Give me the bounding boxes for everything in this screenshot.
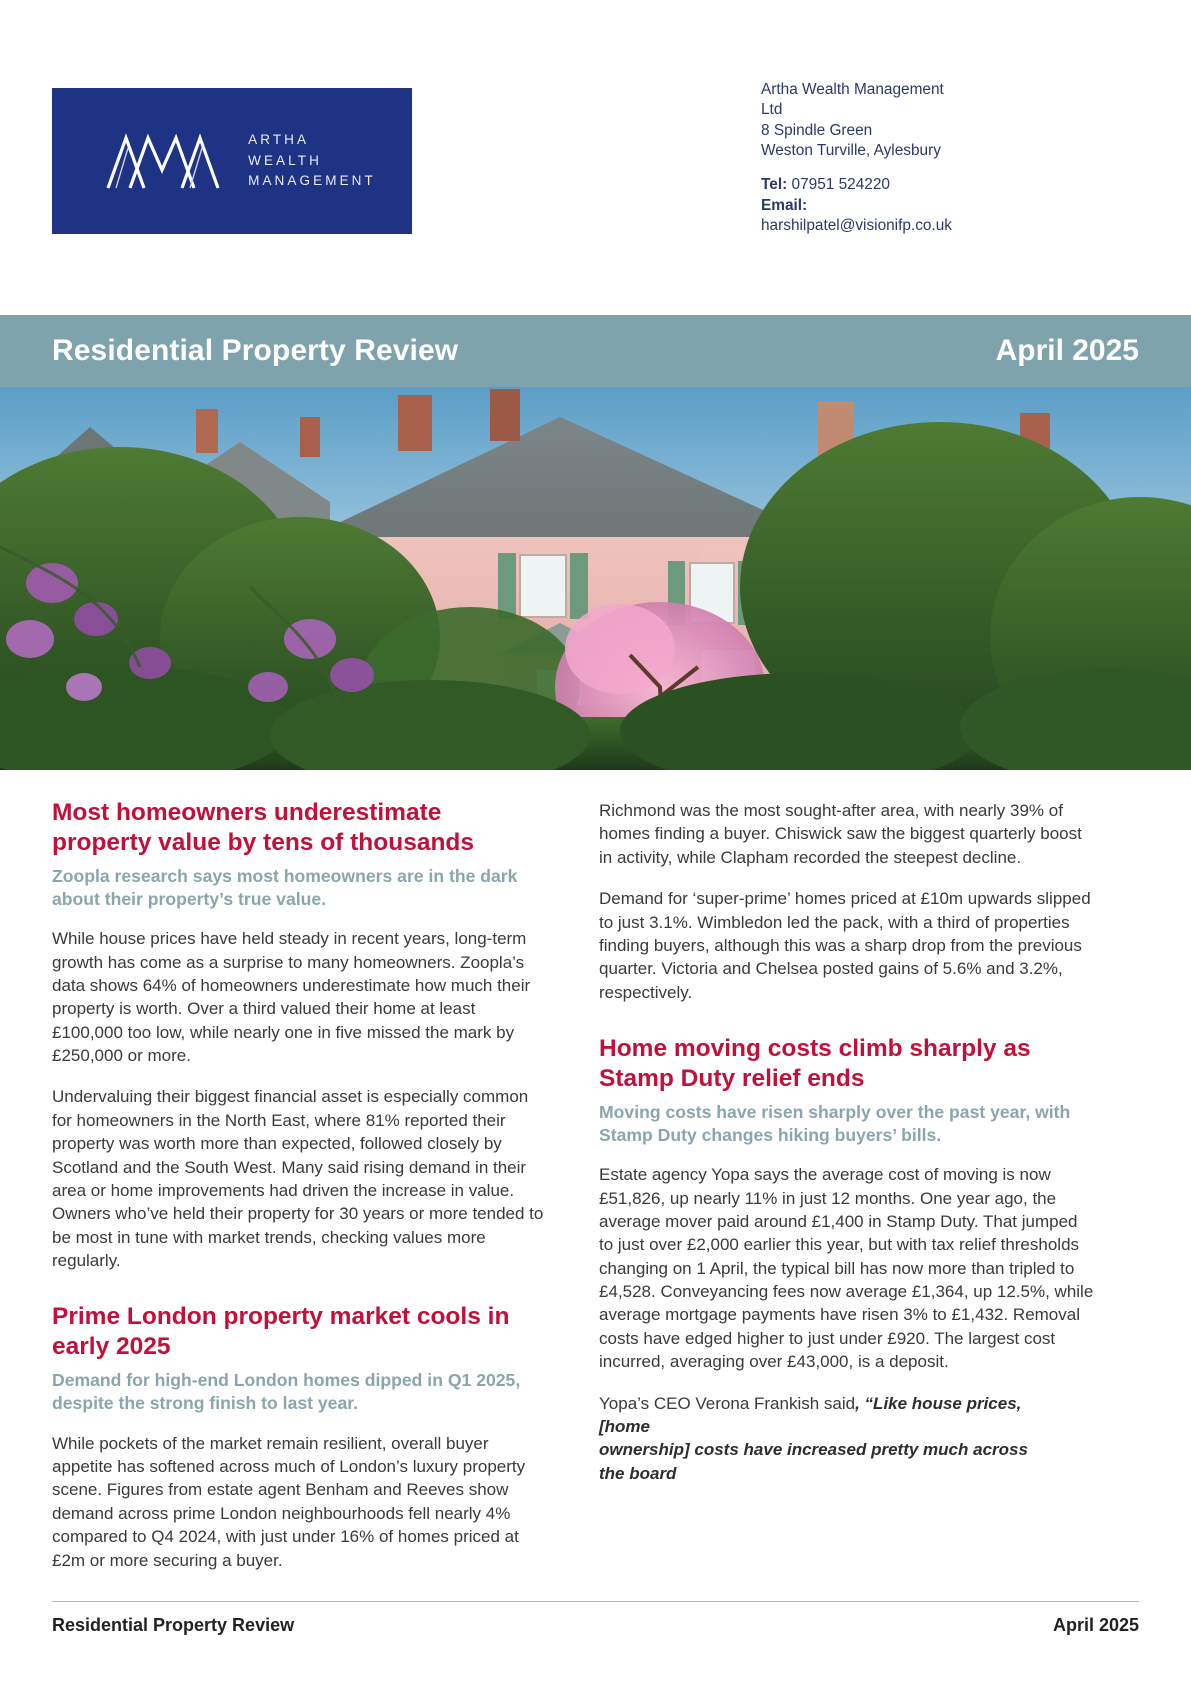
- awm-monogram-icon: [104, 130, 232, 192]
- footer-divider: [52, 1601, 1139, 1602]
- quote-attribution: Yopa’s CEO Verona Frankish said: [599, 1393, 856, 1413]
- article-body: [0, 770, 1191, 1616]
- footer-title: Residential Property Review: [52, 1615, 295, 1635]
- quote-text-line-3: ownership] costs have increased pretty much across: [599, 1440, 1028, 1460]
- article-paragraph: While house prices have held steady in recent years, long-term growth has come as a surprise to many homeowners. Zoopla’s data shows 64% of homeowners underestimate how much their property is worth. Over a third valued their home at least £100,000 too low, while nearly one in five missed the mark by £250,000 or more.: [52, 929, 531, 1066]
- quote-text-line-1: , “Like house prices,: [855, 1393, 1022, 1413]
- logo-line-management: MANAGEMENT: [248, 173, 376, 189]
- page-footer: [52, 1601, 1139, 1636]
- company-name-line1: Artha Wealth Management: [761, 81, 944, 98]
- article-standfirst-underestimate: Zoopla research says most homeowners are in the dark about their property’s true value.: [52, 865, 518, 909]
- title-banner: [0, 315, 1191, 387]
- article-paragraph: Estate agency Yopa says the average cost of moving is now £51,826, up nearly 11% in just 12 months. One year ago, the average mover paid around £1,400 in Stamp Duty. That jumped to just over £2,000 earlier this year, but with tax relief thresholds changing on 1 April, the typical bill has now more than tripled to £4,528. Conveyancing fees now average £1,364, up 12.5%, while average mortgage payments have risen 3% to £1,432. Removal costs have edged higher to just under £920. The largest cost incurred, averaging over £43,000, is a deposit.: [599, 1165, 1094, 1372]
- article-heading-underestimate: Most homeowners underestimate property value by tens of thousands: [52, 799, 475, 856]
- tel-value: 07951 524220: [791, 176, 890, 194]
- company-name-line2: Ltd: [761, 101, 783, 119]
- left-column: [52, 770, 547, 1590]
- article-paragraph: Richmond was the most sought-after area, with nearly 39% of homes finding a buyer. Chiswick saw the biggest quarterly boost in activity, while Clapham recorded the steepest decline.: [599, 801, 1082, 867]
- article-paragraph: Undervaluing their biggest financial asset is especially common for homeowners in the North East, where 81% reported their property was worth more than expected, followed closely by Scotland and the South West. Many said rising demand in their area or home improvements had driven the increase in value. Owners who’ve held their property for 30 years or more tended to be most in tune with market trends, checking values more regularly.: [52, 1087, 544, 1271]
- article-standfirst-moving-costs: Moving costs have risen sharply over the past year, with Stamp Duty changes hiking buyers’ bills.: [599, 1101, 1071, 1145]
- address-line-2: Weston Turville, Aylesbury: [761, 141, 941, 159]
- article-paragraph: While pockets of the market remain resilient, overall buyer appetite has softened across much of London’s luxury property scene. Figures from estate agent Benham and Reeves show demand across prime London neighbourhoods fell nearly 4% compared to Q4 2024, with just under 16% of homes priced at £2m or more securing a buyer.: [52, 1433, 526, 1570]
- hero-photo: [0, 387, 1191, 770]
- logo-line-wealth: WEALTH: [248, 152, 322, 168]
- quote-text-line-2: [home: [599, 1416, 650, 1436]
- telephone-line: [761, 175, 1191, 195]
- article-heading-prime-london: Prime London property market cools in early 2025: [52, 1303, 510, 1361]
- article-heading-moving-costs: Home moving costs climb sharply as Stamp Duty relief ends: [599, 1035, 1031, 1092]
- address-line-1: 8 Spindle Green: [761, 121, 873, 139]
- logo-line-artha: ARTHA: [248, 131, 310, 147]
- tel-label: Tel:: [761, 176, 788, 194]
- quote-text-line-4: the board: [599, 1463, 677, 1483]
- article-quote-paragraph: [599, 1392, 1094, 1486]
- letterhead: [0, 0, 1191, 315]
- publication-title: Residential Property Review: [52, 334, 459, 367]
- footer-date: April 2025: [1052, 1615, 1139, 1635]
- article-standfirst-prime-london: Demand for high-end London homes dipped in Q1 2025, despite the strong finish to last year.: [52, 1370, 521, 1414]
- email-label: Email:: [761, 196, 808, 214]
- article-paragraph: Demand for ‘super-prime’ homes priced at £10m upwards slipped to just 3.1%. Wimbledon led the pack, with a third of properties finding buyers, although this was a sharp drop from the previous quarter. Victoria and Chelsea posted gains of 5.6% and 3.2%, respectively.: [599, 889, 1091, 1002]
- contact-block: [761, 80, 1191, 236]
- right-column: [599, 770, 1094, 1590]
- publication-date: April 2025: [995, 334, 1139, 367]
- email-value[interactable]: harshilpatel@visionifp.co.uk: [761, 216, 953, 234]
- company-logo: [52, 88, 412, 234]
